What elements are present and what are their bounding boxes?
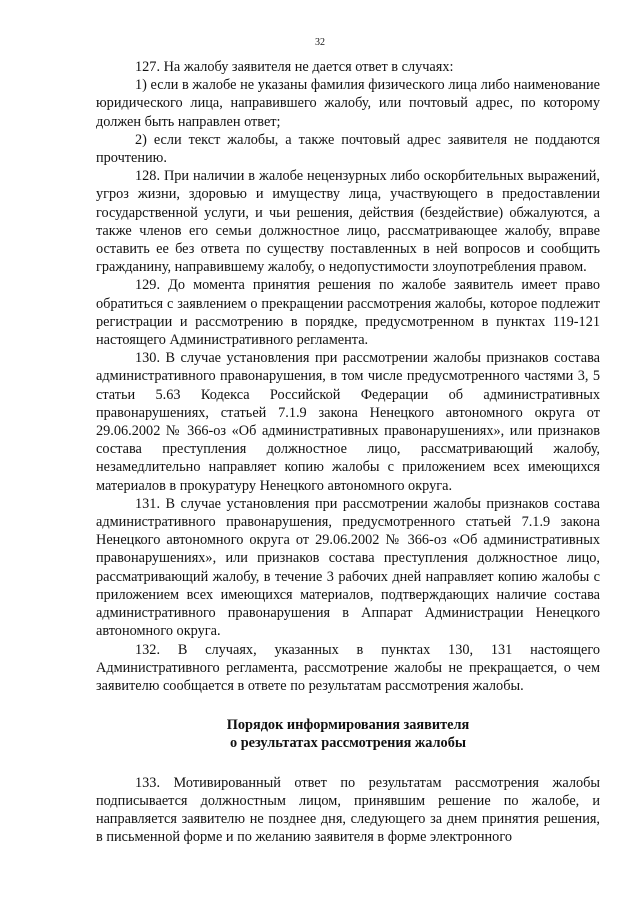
paragraph-130: 130. В случае установления при рассмотрении жалобы признаков состава административного правонарушения, в том числе предусмотренного частями 3, 5 статьи 5.63 Кодекса Российской Федерации об административных правонарушениях, статьей 7.1.9 закона Ненецкого автономного округа от 29.06.2002 № 366-оз «Об административных правонарушениях», или признаков состава преступления должностное лицо, рассматривающий жалобу, незамедлительно направляет копию жалобы с приложением всех имеющихся материалов в прокуратуру Ненецкого автономного округа.	[96, 350, 600, 494]
paragraph-129: 129. До момента принятия решения по жалобе заявитель имеет право обратиться с заявлением о прекращении рассмотрения жалобы, которое подлежит регистрации и рассмотрению в порядке, предусмотренном в пунктах 119-121 настоящего Административного регламента.	[96, 277, 600, 349]
page-number: 32	[315, 37, 325, 48]
paragraph-133: 133. Мотивированный ответ по результатам рассмотрения жалобы подписывается должностным лицом, принявшим решение по жалобе, и направляется заявителю не позднее дня, следующего за днем принятия решения, в письменной форме и по желанию заявителя в форме электронного	[96, 774, 600, 846]
paragraph-127-item-1: 1) если в жалобе не указаны фамилия физического лица либо наименование юридического лица, направившего жалобу, или почтовый адрес, по которому должен быть направлен ответ;	[96, 77, 600, 130]
paragraph-131: 131. В случае установления при рассмотрении жалобы признаков состава административного правонарушения, предусмотренного статьей 7.1.9 закона Ненецкого автономного округа от 29.06.2002 № 366-оз «Об административных правонарушениях», или признаков состава преступления должностное лицо, рассматривающий жалобу, в течение 3 рабочих дней направляет копию жалобы с приложением всех имеющихся материалов, подтверждающих наличие состава административного правонарушения в Аппарат Администрации Ненецкого автономного округа.	[96, 495, 600, 640]
section-heading	[96, 716, 600, 752]
paragraph-132: 132. В случаях, указанных в пунктах 130, 131 настоящего Административного регламента, рассмотрение жалобы не прекращается, о чем заявителю сообщается в ответе по результатам рассмотрения жалобы.	[96, 641, 600, 694]
section-heading-line-2: о результатах рассмотрения жалобы	[229, 735, 467, 752]
document-body	[96, 58, 600, 846]
paragraph-127: 127. На жалобу заявителя не дается ответ в случаях:	[135, 59, 454, 75]
section-heading-line-1: Порядок информирования заявителя	[226, 717, 470, 734]
paragraph-127-item-2: 2) если текст жалобы, а также почтовый адрес заявителя не поддаются прочтению.	[96, 131, 600, 167]
paragraph-128: 128. При наличии в жалобе нецензурных либо оскорбительных выражений, угроз жизни, здоровью и имуществу лица, участвующего в предоставлении государственной услуги, и чьи решения, действия (бездействие) обжалуются, а также членов его семьи должностное лицо, рассматривающее жалобу, вправе оставить ее без ответа по существу поставленных в ней вопросов и сообщить гражданину, направившему жалобу, о недопустимости злоупотребления правом.	[96, 168, 600, 276]
